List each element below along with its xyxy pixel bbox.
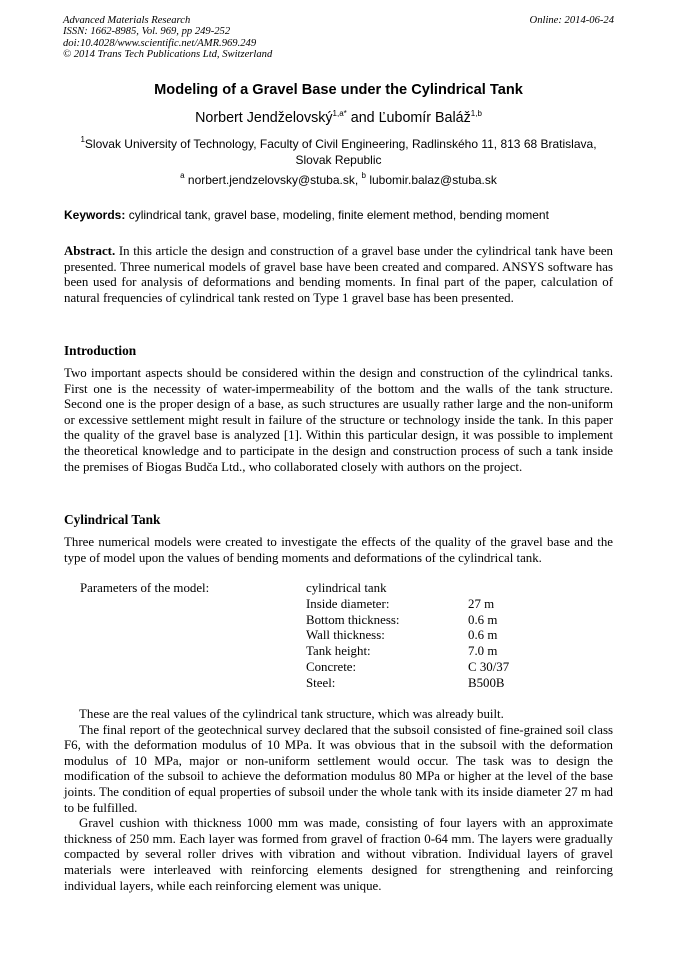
author-2-affil: 1,b <box>470 109 482 118</box>
param-name: Bottom thickness: <box>306 612 400 627</box>
author-2: Ľubomír Baláž <box>378 110 471 126</box>
param-value: 7.0 m <box>468 644 498 659</box>
cylindrical-tank-body <box>64 535 613 566</box>
affiliation-marker: 1 <box>80 135 85 144</box>
param-value: 27 m <box>468 596 495 611</box>
email-b[interactable]: lubomir.balaz@stuba.sk <box>369 173 497 187</box>
param-value: C 30/37 <box>468 659 510 674</box>
parameters-title: cylindrical tank <box>306 581 387 595</box>
introduction-body <box>64 366 613 475</box>
abstract-label: Abstract. <box>64 244 116 258</box>
email-a[interactable]: norbert.jendzelovsky@stuba.sk, <box>187 173 359 187</box>
param-name: Inside diameter: <box>306 596 390 611</box>
param-value: 0.6 m <box>468 628 498 643</box>
paragraph: These are the real values of the cylindrical tank structure, which was already built. <box>79 707 504 721</box>
param-name: Wall thickness: <box>306 628 385 643</box>
paper-title: Modeling of a Gravel Base under the Cylindrical Tank <box>154 82 523 98</box>
author-line <box>63 110 614 126</box>
journal-header <box>63 15 272 61</box>
parameters-names <box>306 581 399 692</box>
affiliation <box>63 137 614 168</box>
author-1-affil: 1,a* <box>332 109 347 118</box>
paragraph: The final report of the geotechnical survey declared that the subsoil consisted of fine-grained soil class F6, with the deformation modulus of 10 MPa. It was obvious that in the subsoil with the deformation modulus of 10 MPa, major or non-uniform settlement would occur. The task was to design the modification of the subsoil to achieve the deformation modulus 80 MPa or higher at the level of the base joints. The condition of equal properties of subsoil under the whole tank with its inside diameter 27 m had to be fulfilled. <box>64 722 613 815</box>
cylindrical-tank-text: Three numerical models were created to investigate the effects of the quality of the gravel base and the type of model upon the values of bending moments and deformations of the cylindrical tank. <box>64 535 613 565</box>
keywords-label: Keywords: <box>64 208 126 222</box>
param-name: Concrete: <box>306 659 357 674</box>
keywords-text: cylindrical tank, gravel base, modeling, finite element method, bending moment <box>128 208 549 222</box>
affiliation-line-1: Slovak University of Technology, Faculty of Civil Engineering, Radlinského 11, 813 68 Bratislava, <box>84 137 597 151</box>
paragraph: Gravel cushion with thickness 1000 mm was made, consisting of four layers with an approximate thickness of 250 mm. Each layer was formed from gravel of fraction 0-64 mm. The layers were gradually compacted by several roller drives with vibration and without vibration. Individual layers of gravel materials were interleaved with reinforcing elements designed for strengthening and reinforcing individual layers, while each reinforcing element was unique. <box>64 816 613 893</box>
param-name: Steel: <box>306 675 336 690</box>
email-b-marker: b <box>361 171 366 180</box>
doi-line: doi:10.4028/www.scientific.net/AMR.969.249 <box>63 37 257 49</box>
affiliation-line-2: Slovak Republic <box>295 152 382 167</box>
author-conjunction: and <box>346 110 379 126</box>
param-name: Tank height: <box>306 644 371 659</box>
email-a-marker: a <box>180 171 185 180</box>
online-date <box>530 15 614 26</box>
keywords <box>64 208 615 222</box>
abstract <box>64 244 613 306</box>
issn-line: ISSN: 1662-8985, Vol. 969, pp 249-252 <box>63 26 231 38</box>
copyright-line: © 2014 Trans Tech Publications Ltd, Switzerland <box>63 49 273 61</box>
introduction-text: Two important aspects should be considered within the design and construction of the cylindrical tanks. First one is the necessity of water-impermeability of the bottom and the walls of the tank structure. Second one is the proper design of a base, as such structures are usually rather large and the non-uniform or excessive settlement might result in failure of the structure or technology inside the tank. In this paper the quality of the gravel base is analyzed [1]. Within this particular design, it was possible to implement the theoretical knowledge and to participate in the design and construction process of such a tank inside the premises of Biogas Budča Ltd., who collaborated closely with authors on the project. <box>64 366 613 474</box>
cylindrical-tank-heading: Cylindrical Tank <box>64 512 161 527</box>
email-line <box>63 173 614 187</box>
param-value: B500B <box>468 675 505 690</box>
journal-name: Advanced Materials Research <box>63 15 191 26</box>
author-1: Norbert Jendželovský <box>195 110 333 126</box>
parameters-values <box>468 581 509 692</box>
abstract-text: In this article the design and construction of a gravel base under the cylindrical tank have been presented. Three numerical models of gravel base have been created and compared. ANSYS software has been used for analysis of deformations and bending moments. In final part of the paper, calculation of natural frequencies of cylindrical tank rested on Type 1 gravel base has been presented. <box>64 244 613 305</box>
online-date-text: Online: 2014-06-24 <box>529 15 614 26</box>
body-paragraphs <box>64 707 613 894</box>
parameters-label: Parameters of the model: <box>80 581 210 595</box>
introduction-heading: Introduction <box>64 343 137 358</box>
param-value: 0.6 m <box>468 612 498 627</box>
